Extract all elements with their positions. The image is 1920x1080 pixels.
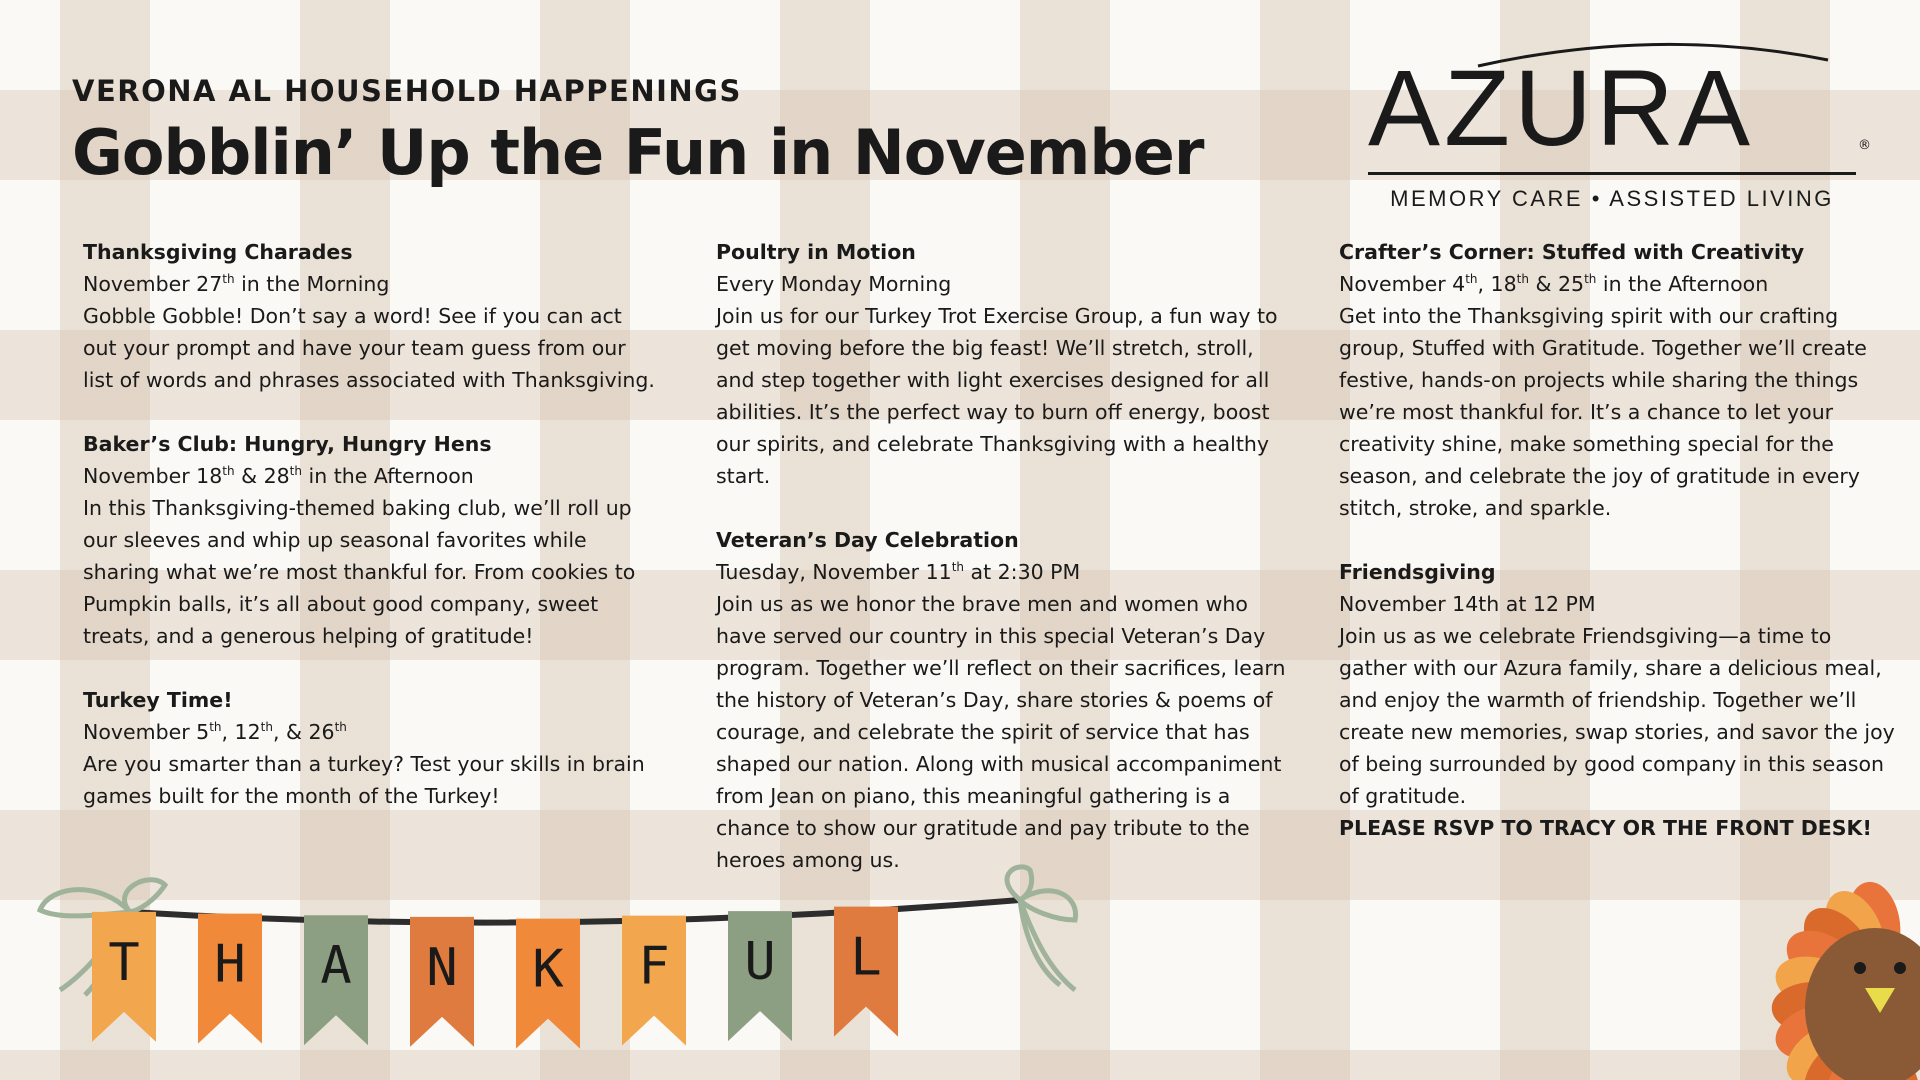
rsvp-notice: PLEASE RSVP TO TRACY OR THE FRONT DESK! — [1339, 816, 1872, 840]
pennant-a-2 — [304, 915, 368, 1045]
event-date: November 27th in the Morning — [83, 272, 390, 296]
pennant-letter: A — [320, 936, 352, 997]
pennant-letter: U — [744, 932, 776, 993]
events-column-2 — [716, 236, 1291, 908]
event-title: Thanksgiving Charades — [83, 240, 353, 264]
logo-wordmark: AZURA — [1368, 47, 1755, 168]
pennant-u-6 — [728, 911, 792, 1041]
event-date: November 5th, 12th, & 26th — [83, 720, 347, 744]
event-date: November 18th & 28th in the Afternoon — [83, 464, 474, 488]
pennant-n-3 — [410, 917, 474, 1047]
pennant-letter: T — [108, 932, 140, 993]
event-date: November 14th at 12 PM — [1339, 592, 1596, 616]
pennant-f-5 — [622, 916, 686, 1046]
event-description: Join us as we honor the brave men and women who have served our country in this special Veteran’s Day program. Together we’ll reflect on their sacrifices, learn the history of Veteran’s Day, share stories & poems of courage, and celebrate the spirit of service that has shaped our nation. Along with musical accompaniment from Jean on piano, this meaningful gathering is a chance to show our gratitude and pay tribute to the heroes among us. — [716, 592, 1286, 872]
pennant-letter: F — [638, 936, 670, 997]
pennant-letter: K — [532, 939, 564, 1000]
turkey-icon — [1725, 808, 1920, 1080]
pennant-h-1 — [198, 914, 262, 1044]
event-title: Crafter’s Corner: Stuffed with Creativity — [1339, 240, 1805, 264]
header — [72, 74, 1203, 189]
pennant-k-4 — [516, 919, 580, 1049]
pennant-l-7 — [834, 907, 898, 1037]
event-title: Turkey Time! — [83, 688, 233, 712]
event-description: Are you smarter than a turkey? Test your skills in brain games built for the month of the Turkey! — [83, 752, 645, 808]
event-date: November 4th, 18th & 25th in the Afternoon — [1339, 272, 1769, 296]
event-date: Every Monday Morning — [716, 272, 952, 296]
event-turkey-time — [83, 684, 658, 812]
newsletter-kicker: VERONA AL HOUSEHOLD HAPPENINGS — [72, 74, 742, 108]
pennant-t-0 — [92, 912, 156, 1042]
event-friendsgiving — [1339, 556, 1899, 844]
logo-divider — [1368, 172, 1856, 175]
events-column-1 — [83, 236, 658, 844]
registered-mark: ® — [1858, 138, 1871, 153]
event-description: Gobble Gobble! Don’t say a word! See if you can act out your prompt and have your team guess from our list of words and phrases associated with Thanksgiving. — [83, 304, 655, 392]
event-title: Poultry in Motion — [716, 240, 916, 264]
event-poultry-in-motion — [716, 236, 1291, 492]
azura-logo — [1358, 36, 1878, 216]
ribbon-bow-right-icon — [1007, 867, 1076, 990]
turkey-eye — [1854, 962, 1866, 974]
event-title: Friendsgiving — [1339, 560, 1496, 584]
event-crafters-corner — [1339, 236, 1899, 524]
events-column-3 — [1339, 236, 1899, 876]
pennant-letter: N — [426, 937, 458, 998]
event-date: Tuesday, November 11th at 2:30 PM — [716, 560, 1081, 584]
thankful-banner — [30, 860, 1090, 1080]
event-description: Join us for our Turkey Trot Exercise Group, a fun way to get moving before the big feast! We’ll stretch, stroll, and step together with light exercises designed for all abilities. It’s the perfect way to burn off energy, boost our spirits, and celebrate Thanksgiving with a healthy start. — [716, 304, 1278, 488]
event-title: Baker’s Club: Hungry, Hungry Hens — [83, 432, 492, 456]
event-veterans-day — [716, 524, 1291, 876]
event-title: Veteran’s Day Celebration — [716, 528, 1019, 552]
event-bakers-club — [83, 428, 658, 652]
page-title: Gobblin’ Up the Fun in November — [72, 116, 1204, 189]
pennant-letter: H — [214, 934, 246, 995]
event-description: In this Thanksgiving-themed baking club, we’ll roll up our sleeves and whip up seasonal favorites while sharing what we’re most thankful for. From cookies to Pumpkin balls, it’s all about good company, sweet treats, and a generous helping of gratitude! — [83, 496, 636, 648]
event-thanksgiving-charades — [83, 236, 658, 396]
logo-tagline: MEMORY CARE • ASSISTED LIVING — [1390, 186, 1834, 211]
turkey-eye — [1894, 962, 1906, 974]
pennant-letter: L — [850, 927, 882, 988]
event-description: Join us as we celebrate Friendsgiving—a time to gather with our Azura family, share a delicious meal, and enjoy the warmth of friendship. Together we’ll create new memories, swap stories, and savor the joy of being surrounded by good company in this season of gratitude. — [1339, 624, 1895, 808]
event-description: Get into the Thanksgiving spirit with our crafting group, Stuffed with Gratitude. Together we’ll create festive, hands-on projects while sharing the things we’re most thankful for. It’s a chance to let your creativity shine, make something special for the season, and celebrate the joy of gratitude in every stitch, stroke, and sparkle. — [1339, 304, 1867, 520]
